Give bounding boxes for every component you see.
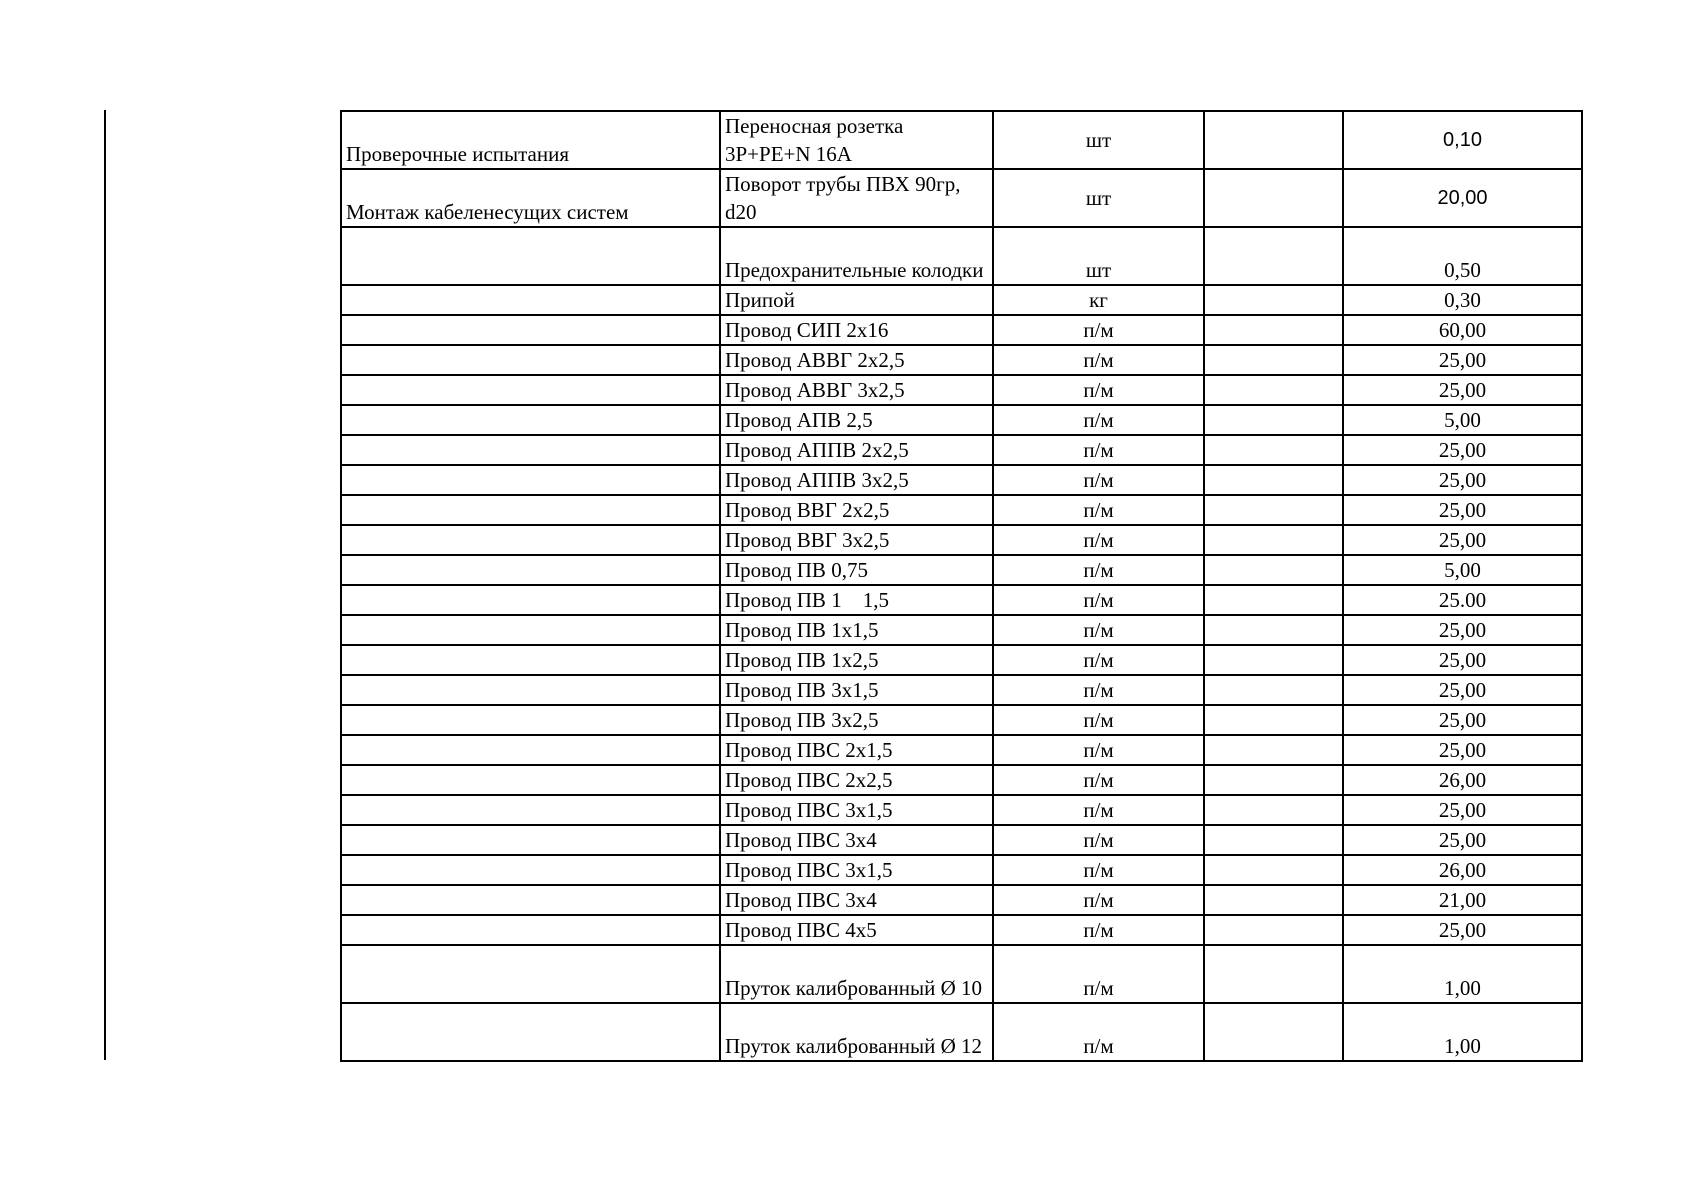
note-cell bbox=[1204, 945, 1343, 1003]
material-name-cell: Провод ПВС 2х2,5 bbox=[720, 765, 993, 795]
table-row bbox=[341, 435, 1582, 465]
table-row bbox=[341, 915, 1582, 945]
note-cell bbox=[1204, 645, 1343, 675]
work-type-cell: Проверочные испытания bbox=[341, 111, 720, 169]
note-cell bbox=[1204, 555, 1343, 585]
note-cell bbox=[1204, 735, 1343, 765]
table-row bbox=[341, 345, 1582, 375]
table-row bbox=[341, 855, 1582, 885]
work-type-cell bbox=[341, 495, 720, 525]
table-row bbox=[341, 525, 1582, 555]
material-name-cell: Провод АПВ 2,5 bbox=[720, 405, 993, 435]
unit-cell: п/м bbox=[993, 585, 1204, 615]
quantity-cell: 25,00 bbox=[1343, 525, 1582, 555]
table-row bbox=[341, 495, 1582, 525]
work-type-cell bbox=[341, 315, 720, 345]
work-type-cell bbox=[341, 585, 720, 615]
quantity-cell: 5,00 bbox=[1343, 405, 1582, 435]
unit-cell: шт bbox=[993, 169, 1204, 227]
unit-cell: п/м bbox=[993, 705, 1204, 735]
note-cell bbox=[1204, 285, 1343, 315]
quantity-cell: 25,00 bbox=[1343, 795, 1582, 825]
material-name-cell: Провод ПВС 3х1,5 bbox=[720, 855, 993, 885]
table-row bbox=[341, 645, 1582, 675]
material-name-cell: Провод ПВ 3х1,5 bbox=[720, 675, 993, 705]
table-row bbox=[341, 825, 1582, 855]
table-row bbox=[341, 555, 1582, 585]
unit-cell: п/м bbox=[993, 555, 1204, 585]
quantity-cell: 25,00 bbox=[1343, 915, 1582, 945]
note-cell bbox=[1204, 525, 1343, 555]
table-row bbox=[341, 585, 1582, 615]
work-type-cell bbox=[341, 435, 720, 465]
unit-cell: п/м bbox=[993, 525, 1204, 555]
work-type-cell bbox=[341, 405, 720, 435]
work-type-cell bbox=[341, 705, 720, 735]
table-row bbox=[341, 885, 1582, 915]
material-name-cell: Пруток калиброванный Ø 12 bbox=[720, 1003, 993, 1061]
table-row bbox=[341, 169, 1582, 227]
work-type-cell bbox=[341, 885, 720, 915]
material-name-cell: Поворот трубы ПВХ 90гр, d20 bbox=[720, 169, 993, 227]
material-name-cell: Провод ПВС 4х5 bbox=[720, 915, 993, 945]
table-row bbox=[341, 285, 1582, 315]
work-type-cell bbox=[341, 345, 720, 375]
unit-cell: п/м bbox=[993, 315, 1204, 345]
note-cell bbox=[1204, 855, 1343, 885]
note-cell bbox=[1204, 705, 1343, 735]
work-type-cell bbox=[341, 765, 720, 795]
note-cell bbox=[1204, 111, 1343, 169]
material-name-cell: Провод ПВ 3х2,5 bbox=[720, 705, 993, 735]
unit-cell: п/м bbox=[993, 495, 1204, 525]
work-type-cell bbox=[341, 735, 720, 765]
material-name-cell: Провод ПВ 1 1,5 bbox=[720, 585, 993, 615]
unit-cell: п/м bbox=[993, 345, 1204, 375]
material-name-cell: Провод АВВГ 3х2,5 bbox=[720, 375, 993, 405]
quantity-cell: 20,00 bbox=[1343, 169, 1582, 227]
quantity-cell: 21,00 bbox=[1343, 885, 1582, 915]
quantity-cell: 25,00 bbox=[1343, 705, 1582, 735]
unit-cell: п/м bbox=[993, 435, 1204, 465]
work-type-cell bbox=[341, 855, 720, 885]
quantity-cell: 5,00 bbox=[1343, 555, 1582, 585]
table-row bbox=[341, 705, 1582, 735]
material-name-cell: Провод ВВГ 2х2,5 bbox=[720, 495, 993, 525]
material-name-cell: Переносная розетка 3Р+РЕ+N 16А bbox=[720, 111, 993, 169]
note-cell bbox=[1204, 169, 1343, 227]
note-cell bbox=[1204, 435, 1343, 465]
work-type-cell bbox=[341, 555, 720, 585]
quantity-cell: 25.00 bbox=[1343, 585, 1582, 615]
note-cell bbox=[1204, 375, 1343, 405]
note-cell bbox=[1204, 345, 1343, 375]
table-row bbox=[341, 465, 1582, 495]
work-type-cell bbox=[341, 285, 720, 315]
unit-cell: п/м bbox=[993, 825, 1204, 855]
quantity-cell: 26,00 bbox=[1343, 765, 1582, 795]
work-type-cell bbox=[341, 465, 720, 495]
note-cell bbox=[1204, 915, 1343, 945]
work-type-cell bbox=[341, 945, 720, 1003]
quantity-cell: 1,00 bbox=[1343, 945, 1582, 1003]
materials-table-body bbox=[341, 111, 1582, 1061]
table-row bbox=[341, 375, 1582, 405]
table-row bbox=[341, 675, 1582, 705]
material-name-cell: Провод АППВ 3х2,5 bbox=[720, 465, 993, 495]
quantity-cell: 1,00 bbox=[1343, 1003, 1582, 1061]
quantity-cell: 0,10 bbox=[1343, 111, 1582, 169]
work-type-cell bbox=[341, 227, 720, 285]
material-name-cell: Провод АППВ 2х2,5 bbox=[720, 435, 993, 465]
material-name-cell: Провод ПВС 3х4 bbox=[720, 825, 993, 855]
work-type-cell bbox=[341, 375, 720, 405]
table-row bbox=[341, 615, 1582, 645]
note-cell bbox=[1204, 765, 1343, 795]
work-type-cell bbox=[341, 645, 720, 675]
material-name-cell: Провод ПВС 2х1,5 bbox=[720, 735, 993, 765]
left-margin-rule bbox=[104, 110, 106, 1060]
material-name-cell: Провод ВВГ 3х2,5 bbox=[720, 525, 993, 555]
quantity-cell: 25,00 bbox=[1343, 615, 1582, 645]
material-name-cell: Провод ПВС 3х4 bbox=[720, 885, 993, 915]
unit-cell: п/м bbox=[993, 465, 1204, 495]
note-cell bbox=[1204, 405, 1343, 435]
table-row bbox=[341, 405, 1582, 435]
unit-cell: п/м bbox=[993, 885, 1204, 915]
table-row bbox=[341, 945, 1582, 1003]
unit-cell: п/м bbox=[993, 615, 1204, 645]
work-type-cell bbox=[341, 795, 720, 825]
quantity-cell: 25,00 bbox=[1343, 465, 1582, 495]
work-type-cell bbox=[341, 915, 720, 945]
table-row bbox=[341, 111, 1582, 169]
table-row bbox=[341, 765, 1582, 795]
unit-cell: п/м bbox=[993, 675, 1204, 705]
quantity-cell: 25,00 bbox=[1343, 375, 1582, 405]
unit-cell: п/м bbox=[993, 765, 1204, 795]
unit-cell: п/м bbox=[993, 375, 1204, 405]
unit-cell: п/м bbox=[993, 645, 1204, 675]
quantity-cell: 0,30 bbox=[1343, 285, 1582, 315]
work-type-cell bbox=[341, 675, 720, 705]
note-cell bbox=[1204, 615, 1343, 645]
work-type-cell bbox=[341, 1003, 720, 1061]
material-name-cell: Предохранительные колодки bbox=[720, 227, 993, 285]
quantity-cell: 25,00 bbox=[1343, 345, 1582, 375]
material-name-cell: Провод ПВС 3х1,5 bbox=[720, 795, 993, 825]
quantity-cell: 25,00 bbox=[1343, 675, 1582, 705]
unit-cell: кг bbox=[993, 285, 1204, 315]
quantity-cell: 0,50 bbox=[1343, 227, 1582, 285]
unit-cell: п/м bbox=[993, 945, 1204, 1003]
note-cell bbox=[1204, 585, 1343, 615]
table-row bbox=[341, 227, 1582, 285]
table-row bbox=[341, 1003, 1582, 1061]
unit-cell: п/м bbox=[993, 855, 1204, 885]
quantity-cell: 25,00 bbox=[1343, 495, 1582, 525]
material-name-cell: Припой bbox=[720, 285, 993, 315]
unit-cell: п/м bbox=[993, 405, 1204, 435]
note-cell bbox=[1204, 227, 1343, 285]
note-cell bbox=[1204, 795, 1343, 825]
work-type-cell bbox=[341, 825, 720, 855]
note-cell bbox=[1204, 315, 1343, 345]
table-row bbox=[341, 795, 1582, 825]
note-cell bbox=[1204, 1003, 1343, 1061]
work-type-cell bbox=[341, 525, 720, 555]
unit-cell: п/м bbox=[993, 795, 1204, 825]
note-cell bbox=[1204, 885, 1343, 915]
note-cell bbox=[1204, 465, 1343, 495]
quantity-cell: 25,00 bbox=[1343, 645, 1582, 675]
unit-cell: шт bbox=[993, 227, 1204, 285]
note-cell bbox=[1204, 495, 1343, 525]
material-name-cell: Провод ПВ 0,75 bbox=[720, 555, 993, 585]
material-name-cell: Провод ПВ 1х2,5 bbox=[720, 645, 993, 675]
unit-cell: п/м bbox=[993, 915, 1204, 945]
unit-cell: п/м bbox=[993, 1003, 1204, 1061]
note-cell bbox=[1204, 825, 1343, 855]
quantity-cell: 26,00 bbox=[1343, 855, 1582, 885]
material-name-cell: Провод АВВГ 2х2,5 bbox=[720, 345, 993, 375]
quantity-cell: 25,00 bbox=[1343, 825, 1582, 855]
note-cell bbox=[1204, 675, 1343, 705]
quantity-cell: 25,00 bbox=[1343, 435, 1582, 465]
table-row bbox=[341, 315, 1582, 345]
work-type-cell bbox=[341, 615, 720, 645]
material-name-cell: Провод ПВ 1х1,5 bbox=[720, 615, 993, 645]
unit-cell: п/м bbox=[993, 735, 1204, 765]
materials-table bbox=[340, 110, 1583, 1062]
unit-cell: шт bbox=[993, 111, 1204, 169]
table-row bbox=[341, 735, 1582, 765]
quantity-cell: 25,00 bbox=[1343, 735, 1582, 765]
work-type-cell: Монтаж кабеленесущих систем bbox=[341, 169, 720, 227]
material-name-cell: Провод СИП 2х16 bbox=[720, 315, 993, 345]
material-name-cell: Пруток калиброванный Ø 10 bbox=[720, 945, 993, 1003]
quantity-cell: 60,00 bbox=[1343, 315, 1582, 345]
